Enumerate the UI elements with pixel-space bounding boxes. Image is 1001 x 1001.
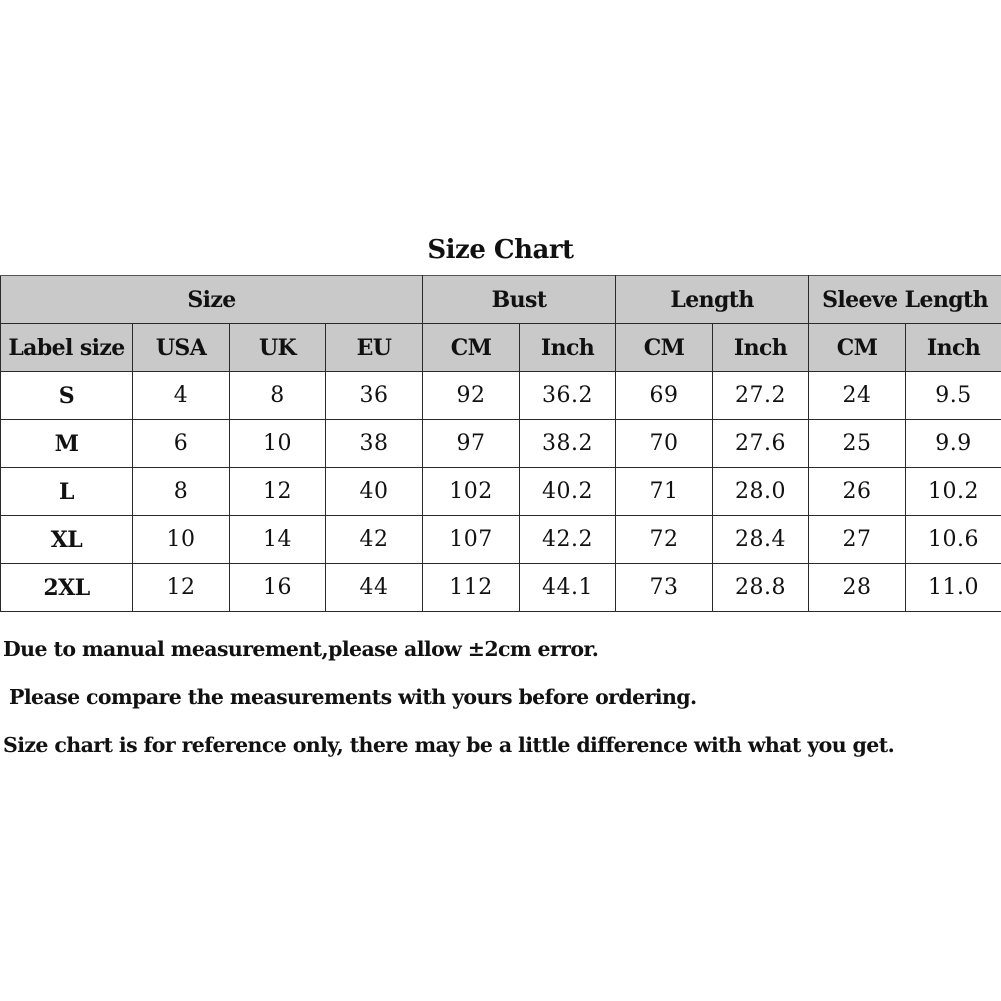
sub-header-uk: UK	[230, 324, 326, 372]
size-chart-table	[0, 275, 1001, 612]
header-group-length: Length	[616, 276, 809, 324]
table-cell: 26	[809, 468, 906, 516]
table-cell: 38.2	[520, 420, 616, 468]
table-cell: 10	[230, 420, 326, 468]
table-cell: 11.0	[906, 564, 1001, 612]
table-row	[1, 564, 1001, 612]
table-row	[1, 516, 1001, 564]
table-cell: 27.2	[713, 372, 809, 420]
table-cell: 27	[809, 516, 906, 564]
note-compare-measurements: Please compare the measurements with yours before ordering.	[9, 685, 697, 709]
table-cell: 28	[809, 564, 906, 612]
table-cell: 36.2	[520, 372, 616, 420]
table-cell: 36	[326, 372, 423, 420]
table-cell: 107	[423, 516, 520, 564]
table-cell: 9.9	[906, 420, 1001, 468]
table-cell: L	[1, 468, 133, 516]
sub-header-length-cm: CM	[616, 324, 713, 372]
note-reference-only: Size chart is for reference only, there may be a little difference with what you get.	[3, 733, 895, 757]
sub-header-length-inch: Inch	[713, 324, 809, 372]
table-cell: 40	[326, 468, 423, 516]
table-cell: 24	[809, 372, 906, 420]
table-cell: 28.8	[713, 564, 809, 612]
table-cell: 12	[230, 468, 326, 516]
chart-title: Size Chart	[427, 235, 574, 265]
sub-header-row	[1, 324, 1001, 372]
table-cell: 71	[616, 468, 713, 516]
table-cell: 8	[133, 468, 230, 516]
header-group-row	[1, 276, 1001, 324]
table-cell: 16	[230, 564, 326, 612]
sub-header-usa: USA	[133, 324, 230, 372]
table-cell: 4	[133, 372, 230, 420]
table-cell: 69	[616, 372, 713, 420]
sub-header-eu: EU	[326, 324, 423, 372]
sub-header-label-size: Label size	[1, 324, 133, 372]
table-cell: 42	[326, 516, 423, 564]
header-group-sleeve-length: Sleeve Length	[809, 276, 1001, 324]
table-row	[1, 372, 1001, 420]
table-cell: 25	[809, 420, 906, 468]
table-cell: 14	[230, 516, 326, 564]
table-cell: 38	[326, 420, 423, 468]
note-measurement-error: Due to manual measurement,please allow ±2cm error.	[3, 637, 599, 661]
notes-section	[0, 625, 1001, 769]
table-cell: XL	[1, 516, 133, 564]
sub-header-bust-cm: CM	[423, 324, 520, 372]
table-cell: M	[1, 420, 133, 468]
table-cell: 40.2	[520, 468, 616, 516]
table-cell: 102	[423, 468, 520, 516]
header-group-bust: Bust	[423, 276, 616, 324]
sub-header-bust-inch: Inch	[520, 324, 616, 372]
table-cell: 12	[133, 564, 230, 612]
table-row	[1, 420, 1001, 468]
table-cell: 27.6	[713, 420, 809, 468]
table-cell: 97	[423, 420, 520, 468]
table-row	[1, 468, 1001, 516]
table-cell: 42.2	[520, 516, 616, 564]
table-cell: S	[1, 372, 133, 420]
table-cell: 9.5	[906, 372, 1001, 420]
table-cell: 8	[230, 372, 326, 420]
table-cell: 44	[326, 564, 423, 612]
table-cell: 6	[133, 420, 230, 468]
table-cell: 10	[133, 516, 230, 564]
sub-header-sleeve-cm: CM	[809, 324, 906, 372]
table-cell: 44.1	[520, 564, 616, 612]
table-cell: 28.4	[713, 516, 809, 564]
table-cell: 10.2	[906, 468, 1001, 516]
sub-header-sleeve-inch: Inch	[906, 324, 1001, 372]
table-cell: 70	[616, 420, 713, 468]
table-cell: 73	[616, 564, 713, 612]
table-cell: 112	[423, 564, 520, 612]
table-cell: 2XL	[1, 564, 133, 612]
table-cell: 28.0	[713, 468, 809, 516]
table-cell: 72	[616, 516, 713, 564]
table-cell: 10.6	[906, 516, 1001, 564]
header-group-size: Size	[1, 276, 423, 324]
table-cell: 92	[423, 372, 520, 420]
